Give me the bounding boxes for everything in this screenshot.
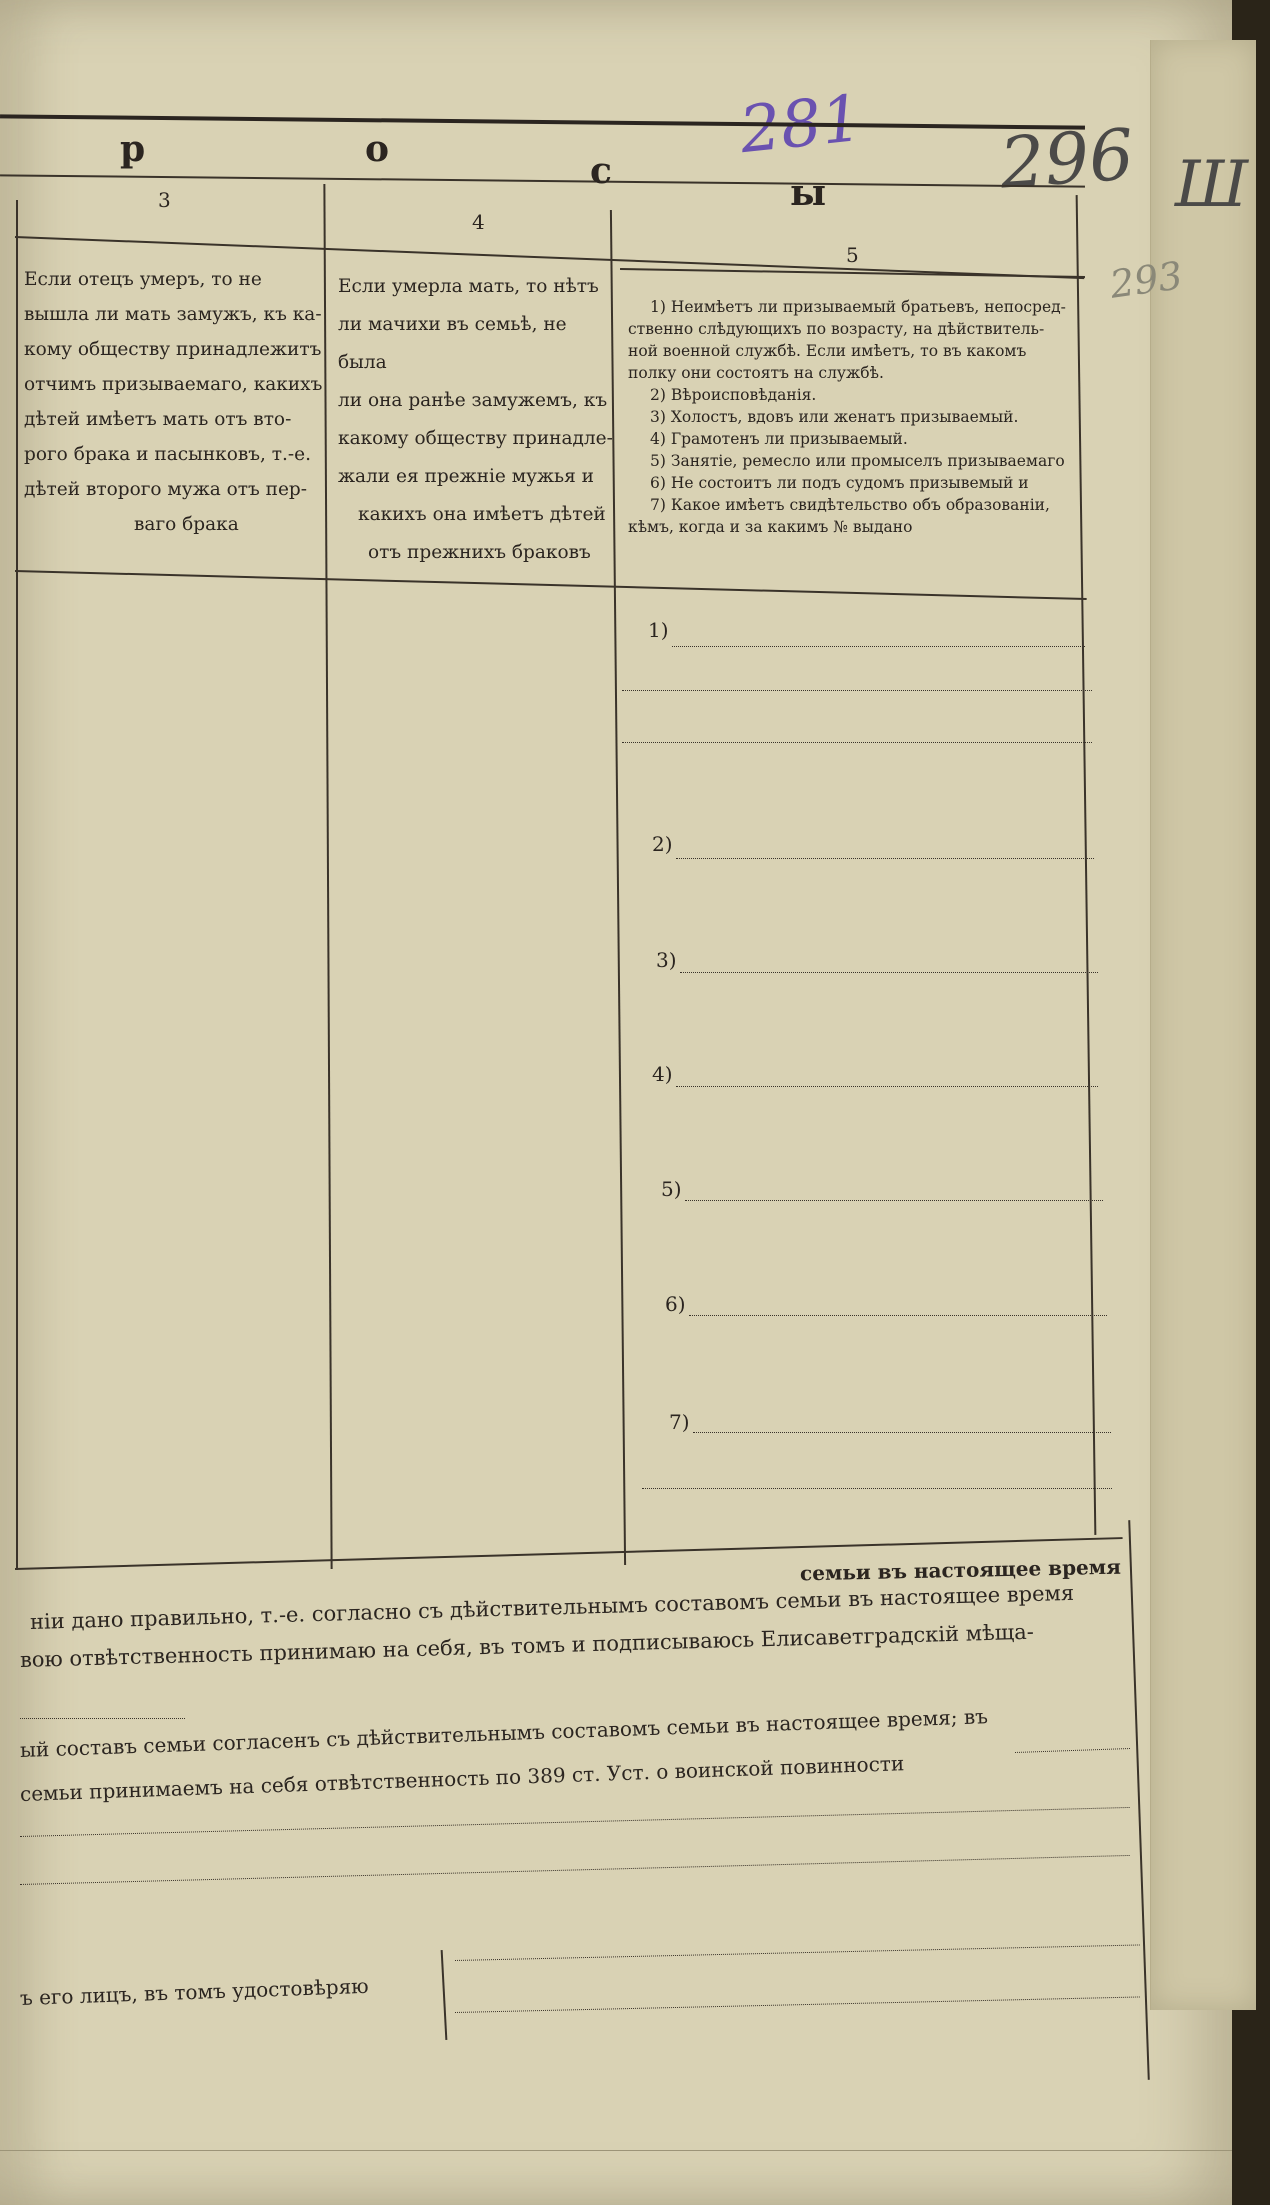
statement-1-continued: вою отвѣтственность принимаю на себя, въ томъ и подписываюсь Елисаветградскій мѣща- (19, 1619, 1035, 1672)
column-3-line: вышла ли мать замужъ, къ ка- (24, 304, 322, 325)
header-letter-y: ы (790, 172, 827, 214)
answer-label-2: 2) (652, 832, 673, 856)
answer-line-4[interactable] (676, 1086, 1098, 1087)
answer-label-5: 5) (661, 1177, 682, 1201)
column-3-line: дѣтей имѣетъ мать отъ вто- (24, 409, 292, 430)
signature-line-1[interactable] (20, 1718, 185, 1719)
handwritten-mark: Ш (1175, 148, 1249, 222)
answer-label-6: 6) (665, 1292, 686, 1316)
answer-label-1: 1) (648, 618, 669, 642)
column-number-4: 4 (472, 210, 485, 234)
column-5-line: 7) Какое имѣетъ свидѣтельство объ образованіи, (650, 496, 1050, 514)
column-5-line: ной военной службѣ. Если имѣетъ, то въ какомъ (628, 342, 1027, 360)
header-letter-r: р (120, 128, 146, 170)
answer-line-2[interactable] (676, 858, 1094, 859)
answer-line-1c[interactable] (622, 742, 1092, 743)
statement-1-tail: семьи въ настоящее время (799, 1554, 1122, 1586)
column-5-line: ственно слѣдующихъ по возрасту, на дѣйствитель- (628, 320, 1045, 338)
answer-line-7b[interactable] (642, 1488, 1112, 1489)
column-3-line: ваго брака (134, 514, 239, 535)
answer-line-1[interactable] (672, 646, 1085, 647)
column-4-line: Если умерла мать, то нѣтъ (338, 276, 599, 297)
answer-line-3[interactable] (680, 972, 1098, 973)
column-4-line: какихъ она имѣетъ дѣтей (358, 504, 606, 525)
underlying-sheet (1150, 40, 1256, 2010)
signature-line-2b[interactable] (20, 1855, 1130, 1885)
column-3-line: кому обществу принадлежитъ (24, 339, 322, 360)
certification-divider (441, 1950, 448, 2040)
column-4-line: ли она ранѣе замужемъ, къ (338, 390, 608, 411)
certification-line-1[interactable] (455, 1944, 1140, 1961)
answer-line-1b[interactable] (622, 690, 1092, 691)
statement-2: ый составъ семьи согласенъ съ дѣйствительнымъ составомъ семьи въ настоящее время; въ (19, 1704, 989, 1762)
column-5-line: 1) Неимѣетъ ли призываемый братьевъ, непосред- (650, 298, 1066, 316)
handwritten-page-number: 281 (736, 81, 866, 169)
certification-line-2[interactable] (455, 1996, 1140, 2013)
column-5-line: 6) Не состоитъ ли подъ судомъ призывемый и (650, 474, 1029, 492)
col-rule-left (16, 200, 18, 1570)
answer-label-7: 7) (669, 1410, 690, 1434)
header-letter-s: с (590, 150, 612, 192)
column-number-3: 3 (158, 188, 171, 212)
column-4-line: отъ прежнихъ браковъ (368, 542, 591, 563)
column-4-line: жали ея прежніе мужья и (338, 466, 594, 487)
column-5-line: 2) Вѣроисповѣданія. (650, 386, 817, 404)
column-3-line: рого брака и пасынковъ, т.-е. (24, 444, 312, 465)
page-bottom-edge (0, 2150, 1232, 2151)
handwritten-archive-number: 296 (997, 113, 1137, 205)
certification-text: ъ его лицъ, въ томъ удостовѣряю (19, 1973, 370, 2010)
statement-2-fill-line[interactable] (1015, 1748, 1130, 1753)
column-3-line: дѣтей второго мужа отъ пер- (24, 479, 308, 500)
column-4-line: какому обществу принадле- (338, 428, 613, 449)
statement-2-continued: семьи принимаемъ на себя отвѣтственность по 389 ст. Уст. о воинской повинности (19, 1751, 905, 1806)
header-rule-bottom (0, 174, 1085, 187)
column-5-line: 5) Занятіе, ремесло или промыселъ призываемаго (650, 452, 1065, 470)
statement-1: ніи дано правильно, т.-е. согласно съ дѣйствительнымъ составомъ семьи въ настоящее время (29, 1580, 1075, 1634)
column-number-5: 5 (846, 243, 859, 267)
column-3-question (24, 262, 324, 542)
column-5-line: полку они состоятъ на службѣ. (628, 364, 884, 382)
answer-label-3: 3) (656, 948, 677, 972)
column-3-line: Если отецъ умеръ, то не (24, 269, 262, 290)
answer-line-5[interactable] (685, 1200, 1103, 1201)
column-3-line: отчимъ призываемаго, какихъ (24, 374, 323, 395)
column-5-line: 4) Грамотенъ ли призываемый. (650, 430, 908, 448)
header-rule-top (0, 114, 1085, 129)
col-rule-3-4 (323, 184, 332, 1569)
answer-label-4: 4) (652, 1062, 673, 1086)
header-letter-o: о (365, 128, 390, 170)
column-5-line: 3) Холостъ, вдовъ или женатъ призываемый. (650, 408, 1019, 426)
column-5-questions (628, 296, 1088, 538)
answer-line-6[interactable] (689, 1315, 1107, 1316)
body-top-rule (15, 570, 1087, 600)
column-4-line: ли мачихи въ семьѣ, не была (338, 314, 567, 373)
column-4-question (338, 268, 616, 572)
answer-line-7[interactable] (693, 1432, 1111, 1433)
column-5-line: кѣмъ, когда и за какимъ № выдано (628, 518, 913, 536)
handwritten-side-note: 293 (1107, 253, 1186, 307)
signature-line-2a[interactable] (20, 1807, 1130, 1837)
